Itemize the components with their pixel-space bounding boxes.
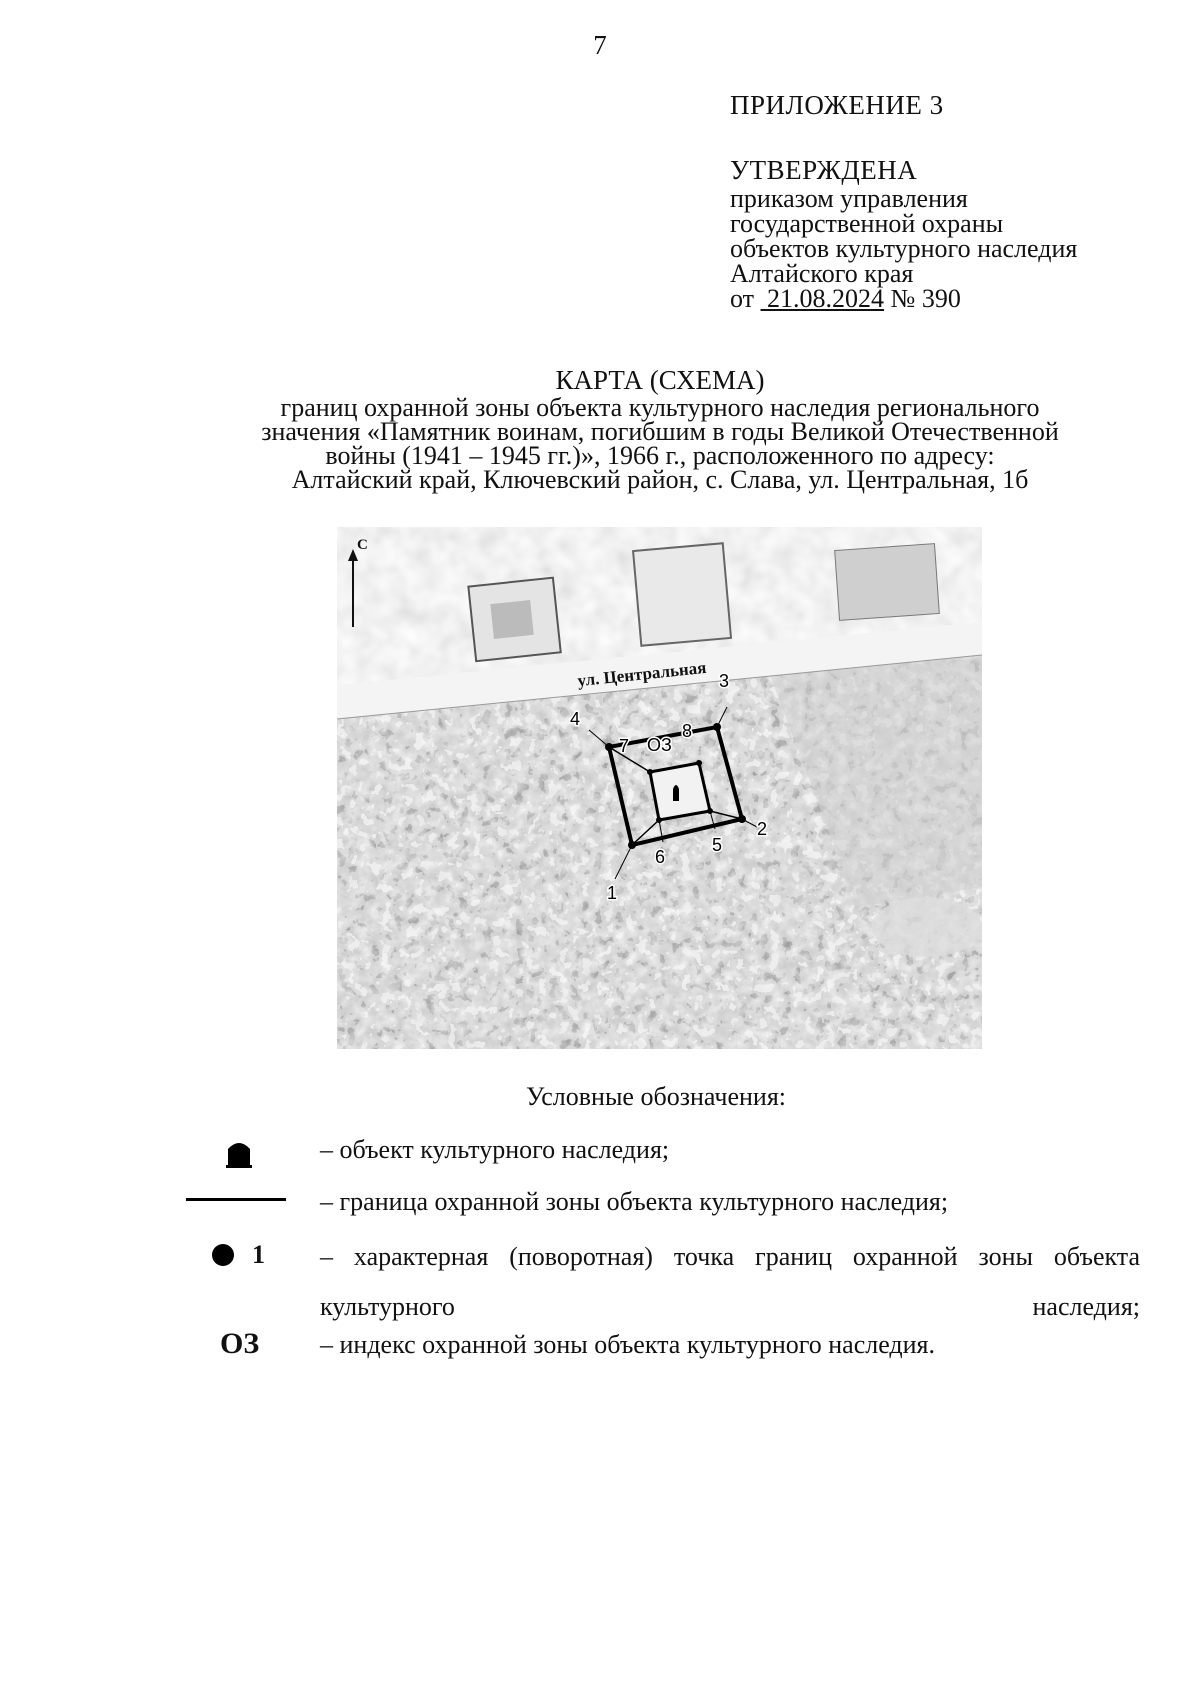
point-label-6: 6 [655, 847, 666, 867]
map-title-line: Алтайский край, Ключевский район, с. Слава, ул. Центральная, 1б [291, 465, 1029, 494]
page-number: 7 [593, 30, 607, 60]
legend-text: – граница охранной зоны объекта культурного наследия; [320, 1187, 949, 1216]
approval-line: приказом управления [730, 184, 968, 213]
legend-text: – индекс охранной зоны объекта культурного наследия. [320, 1330, 936, 1359]
index-symbol: ОЗ [220, 1327, 260, 1360]
approval-number: № 390 [890, 284, 961, 313]
monument-icon [673, 785, 679, 801]
map-title-line: границ охранной зоны объекта культурного наследия регионального [280, 393, 1040, 422]
aerial-map-svg [337, 527, 982, 1049]
date-prefix: от [730, 284, 755, 313]
point-label-3: 3 [719, 671, 730, 691]
appendix-label: ПРИЛОЖЕНИЕ 3 [730, 90, 944, 120]
point-label-7: 7 [619, 736, 630, 756]
point-label-8: 8 [682, 721, 693, 741]
street-label: ул. Центральная [576, 657, 708, 691]
legend-text: – объект культурного наследия; [320, 1135, 670, 1164]
legend-title: Условные обозначения: [525, 1082, 787, 1111]
monument-icon [226, 1139, 252, 1176]
boundary-line-symbol [186, 1198, 286, 1201]
aerial-map [337, 527, 982, 1049]
approval-date: 21.08.2024 [767, 284, 885, 313]
map-title-line: значения «Памятник воинам, погибшим в годы Великой Отечественной [261, 417, 1059, 446]
point-label-1: 1 [607, 883, 618, 903]
map-title: КАРТА (СХЕМА) [555, 365, 765, 395]
approval-block [730, 155, 1078, 313]
point-symbol [210, 1242, 236, 1275]
point-label-2: 2 [757, 819, 768, 839]
approval-line: Алтайского края [730, 259, 914, 288]
point-symbol-number: 1 [252, 1240, 265, 1269]
approval-date-line [730, 286, 1077, 311]
point-label-4: 4 [570, 709, 581, 729]
zone-index-label: ОЗ [647, 735, 672, 755]
boundary-point-8 [696, 760, 702, 766]
legend-text: – характерная (поворотная) точка границ охранной зоны объекта [320, 1242, 1140, 1271]
inner-boundary [650, 763, 710, 820]
approval-heading: УТВЕРЖДЕНА [730, 155, 918, 185]
approval-line: государственной охраны [730, 209, 1004, 238]
legend-text-continued: культурного наследия; [320, 1292, 1140, 1321]
boundary-point-7 [647, 769, 653, 775]
north-label: С [357, 537, 368, 553]
point-label-5: 5 [712, 835, 723, 855]
map-title-block [200, 365, 1120, 494]
map-title-line: войны (1941 – 1945 гг.)», 1966 г., расположенного по адресу: [325, 441, 995, 470]
approval-line: объектов культурного наследия [730, 234, 1078, 263]
